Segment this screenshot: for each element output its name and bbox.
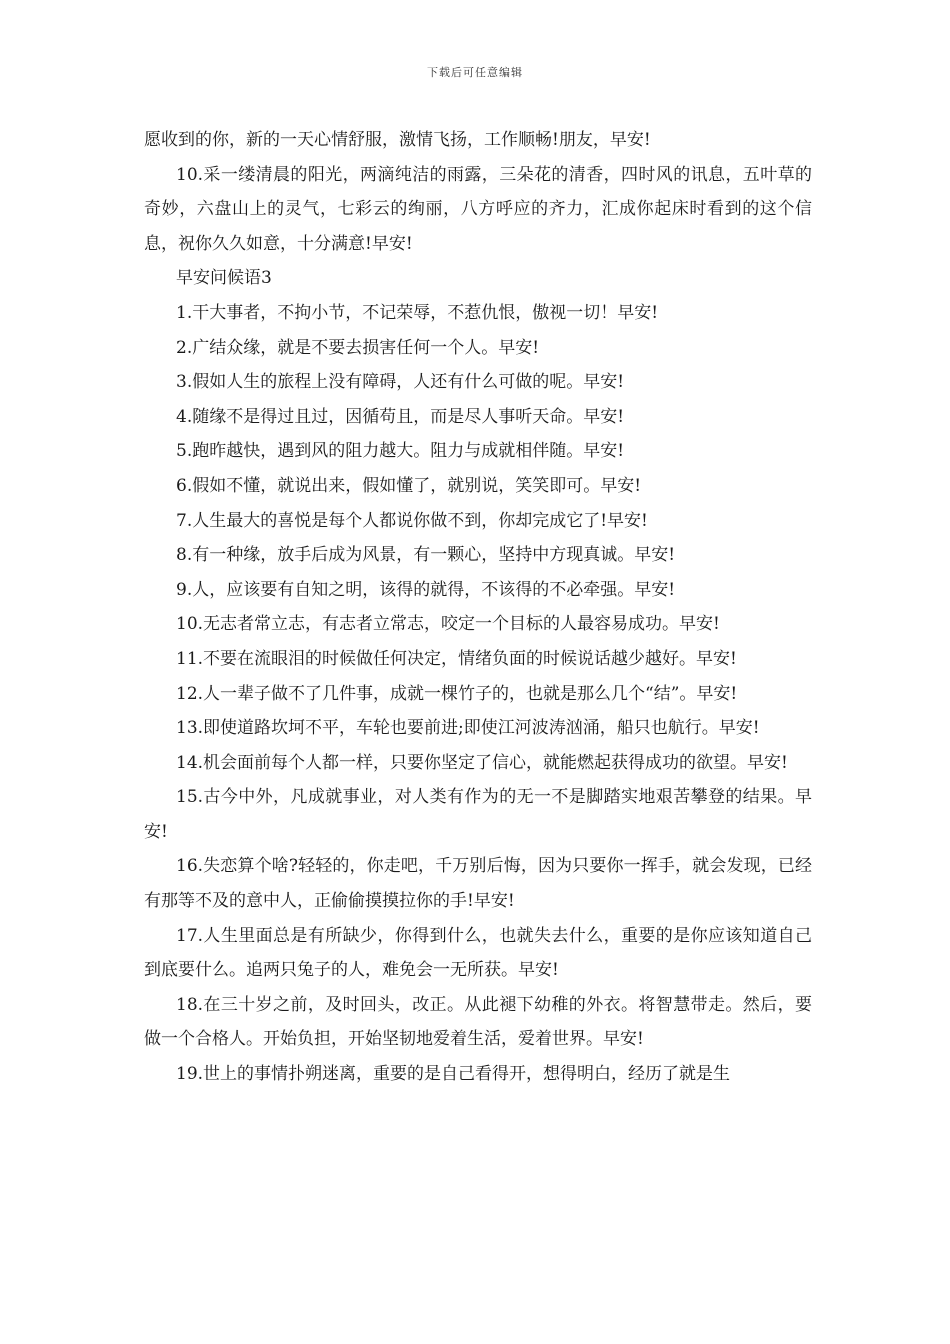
list-item: 17.人生里面总是有所缺少，你得到什么，也就失去什么，重要的是你应该知道自己到底要什么。追两只兔子的人，难免会一无所获。早安! [144,925,812,981]
list-item: 14.机会面前每个人都一样，只要你坚定了信心，就能燃起获得成功的欲望。早安! [176,752,788,773]
paragraph: 10.采一缕清晨的阳光，两滴纯洁的雨露，三朵花的清香，四时风的讯息，五叶草的奇妙，六盘山上的灵气，七彩云的绚丽，八方呼应的齐力，汇成你起床时看到的这个信息，祝你久久如意，十分满意!早安! [144,164,812,254]
section-heading: 早安问候语3 [176,268,272,289]
list-item: 2.广结众缘，就是不要去损害任何一个人。早安! [176,337,540,358]
list-item: 3.假如人生的旅程上没有障碍，人还有什么可做的呢。早安! [176,372,625,393]
list-item: 19.世上的事情扑朔迷离，重要的是自己看得开，想得明白，经历了就是生 [176,1064,731,1085]
list-item: 10.无志者常立志，有志者立常志，咬定一个目标的人最容易成功。早安! [176,614,720,635]
paragraph: 愿收到的你，新的一天心情舒服，激情飞扬，工作顺畅!朋友，早安! [144,130,651,150]
list-item: 16.失恋算个啥?轻轻的，你走吧，千万别后悔，因为只要你一挥手，就会发现，已经有那等不及的意中人，正偷偷摸摸拉你的手!早安! [144,856,812,912]
list-item: 1.干大事者，不拘小节，不记荣辱，不惹仇恨，傲视一切！早安! [176,302,659,323]
list-item: 11.不要在流眼泪的时候做任何决定，情绪负面的时候说话越少越好。早安! [176,648,737,669]
list-item: 8.有一种缘，放手后成为风景，有一颗心，坚持中方现真诚。早安! [176,545,676,566]
list-item: 12.人一辈子做不了几件事，成就一棵竹子的，也就是那么几个“结”。早安! [176,683,738,704]
list-item: 9.人，应该要有自知之明，该得的就得，不该得的不必牵强。早安! [176,579,676,600]
document-body [144,123,812,1092]
list-item: 18.在三十岁之前，及时回头，改正。从此褪下幼稚的外衣。将智慧带走。然后，要做一个合格人。开始负担，开始坚韧地爱着生活，爱着世界。早安! [144,994,812,1050]
list-item: 15.古今中外，凡成就事业，对人类有作为的无一不是脚踏实地艰苦攀登的结果。早安! [144,787,812,842]
list-item: 4.随缘不是得过且过，因循苟且，而是尽人事听天命。早安! [176,406,625,427]
page-header: 下载后可任意编辑 [427,66,523,79]
list-item: 7.人生最大的喜悦是每个人都说你做不到，你却完成它了!早安! [176,510,648,531]
list-item: 5.跑昨越快，遇到风的阻力越大。阻力与成就相伴随。早安! [176,441,625,462]
list-item: 6.假如不懂，就说出来，假如懂了，就别说，笑笑即可。早安! [176,475,642,496]
list-item: 13.即使道路坎坷不平，车轮也要前进;即使江河波涛汹涌，船只也航行。早安! [176,718,760,739]
